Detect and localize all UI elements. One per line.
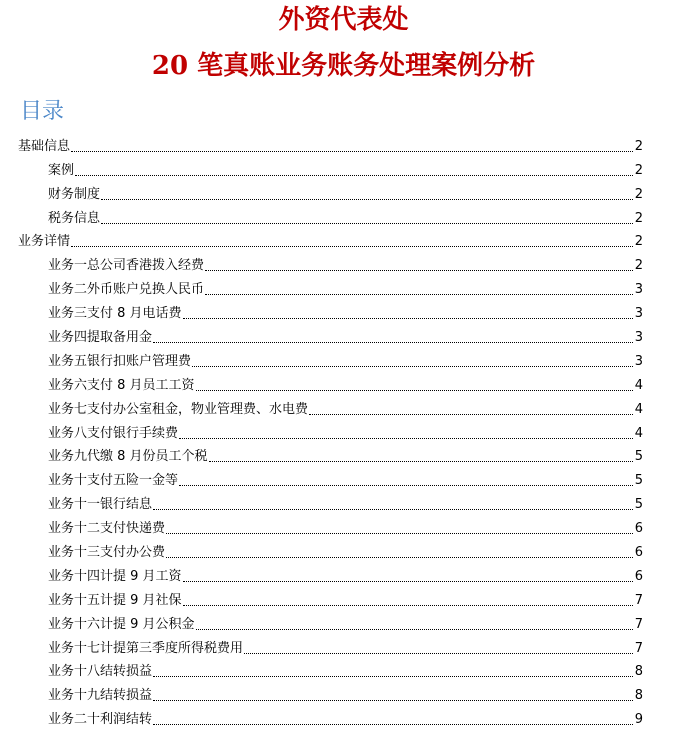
toc-dot-leader bbox=[309, 413, 633, 415]
toc-entry-page-number[interactable]: 9 bbox=[634, 712, 643, 728]
toc-entry[interactable] bbox=[18, 300, 643, 324]
toc-entry-page-number[interactable]: 2 bbox=[634, 162, 643, 178]
document-title: 外资代表处 bbox=[278, 5, 409, 35]
toc-entry-page-number[interactable]: 5 bbox=[634, 473, 643, 489]
toc-dot-leader bbox=[192, 365, 633, 367]
toc-dot-leader bbox=[153, 341, 633, 343]
toc-entry-title[interactable]: 业务十六计提 9 月公积金 bbox=[48, 616, 195, 632]
toc-dot-leader bbox=[183, 317, 633, 319]
toc-entry-page-number[interactable]: 7 bbox=[634, 616, 643, 632]
toc-entry-page-number[interactable]: 6 bbox=[634, 568, 643, 584]
toc-entry-page-number[interactable]: 8 bbox=[634, 664, 643, 680]
toc-entry[interactable] bbox=[18, 635, 643, 659]
toc-dot-leader bbox=[183, 580, 633, 582]
toc-entry[interactable] bbox=[18, 133, 643, 157]
toc-dot-leader bbox=[166, 532, 633, 534]
toc-entry[interactable] bbox=[18, 396, 643, 420]
toc-entry-title[interactable]: 业务一总公司香港拨入经费 bbox=[48, 258, 205, 274]
toc-entry-title[interactable]: 业务十三支付办公费 bbox=[48, 545, 166, 561]
toc-dot-leader bbox=[196, 389, 633, 391]
toc-entry-page-number[interactable]: 2 bbox=[634, 258, 643, 274]
toc-entry[interactable] bbox=[18, 539, 643, 563]
toc-entry-title[interactable]: 业务三支付 8 月电话费 bbox=[48, 306, 182, 322]
toc-entry-title[interactable]: 业务八支付银行手续费 bbox=[48, 425, 179, 441]
toc-entry-page-number[interactable]: 3 bbox=[634, 306, 643, 322]
toc-dot-leader bbox=[153, 508, 633, 510]
toc-entry[interactable] bbox=[18, 587, 643, 611]
toc-entry[interactable] bbox=[18, 659, 643, 683]
toc-entry-page-number[interactable]: 6 bbox=[634, 521, 643, 537]
toc-dot-leader bbox=[179, 437, 633, 439]
toc-entry[interactable] bbox=[18, 157, 643, 181]
toc-entry-title[interactable]: 业务十四计提 9 月工资 bbox=[48, 568, 182, 584]
toc-entry-page-number[interactable]: 2 bbox=[634, 186, 643, 202]
toc-entry-title[interactable]: 税务信息 bbox=[48, 210, 101, 226]
toc-dot-leader bbox=[75, 174, 633, 176]
toc-entry-title[interactable]: 业务十九结转损益 bbox=[48, 688, 153, 704]
toc-entry-title[interactable]: 业务十七计提第三季度所得税费用 bbox=[48, 640, 244, 656]
toc-entry[interactable] bbox=[18, 229, 643, 253]
toc-dot-leader bbox=[71, 245, 633, 247]
toc-entry-page-number[interactable]: 6 bbox=[634, 545, 643, 561]
toc-entry-title[interactable]: 基础信息 bbox=[18, 138, 71, 154]
toc-dot-leader bbox=[153, 723, 633, 725]
toc-heading: 目录 bbox=[20, 99, 65, 124]
toc-entry[interactable] bbox=[18, 611, 643, 635]
toc-entry-page-number[interactable]: 3 bbox=[634, 330, 643, 346]
toc-dot-leader bbox=[205, 269, 633, 271]
toc-entry[interactable] bbox=[18, 205, 643, 229]
toc-entry[interactable] bbox=[18, 252, 643, 276]
toc-entry[interactable] bbox=[18, 276, 643, 300]
toc-entry-page-number[interactable]: 3 bbox=[634, 282, 643, 298]
toc-entry-page-number[interactable]: 4 bbox=[634, 401, 643, 417]
toc-entry[interactable] bbox=[18, 515, 643, 539]
toc-entry-title[interactable]: 业务五银行扣账户管理费 bbox=[48, 353, 192, 369]
toc-entry[interactable] bbox=[18, 706, 643, 730]
table-of-contents bbox=[18, 133, 643, 730]
toc-dot-leader bbox=[101, 198, 633, 200]
toc-entry[interactable] bbox=[18, 324, 643, 348]
toc-entry[interactable] bbox=[18, 372, 643, 396]
toc-entry[interactable] bbox=[18, 348, 643, 372]
toc-entry[interactable] bbox=[18, 444, 643, 468]
toc-dot-leader bbox=[71, 150, 633, 152]
toc-dot-leader bbox=[101, 222, 633, 224]
toc-dot-leader bbox=[196, 628, 633, 630]
toc-entry-page-number[interactable]: 5 bbox=[634, 497, 643, 513]
toc-dot-leader bbox=[183, 604, 633, 606]
toc-entry-page-number[interactable]: 8 bbox=[634, 688, 643, 704]
toc-dot-leader bbox=[209, 460, 633, 462]
toc-entry[interactable] bbox=[18, 491, 643, 515]
toc-entry[interactable] bbox=[18, 682, 643, 706]
toc-dot-leader bbox=[205, 293, 633, 295]
toc-entry-page-number[interactable]: 5 bbox=[634, 449, 643, 465]
toc-entry-title[interactable]: 业务十支付五险一金等 bbox=[48, 473, 179, 489]
toc-entry-title[interactable]: 业务详情 bbox=[18, 234, 71, 250]
toc-entry[interactable] bbox=[18, 467, 643, 491]
toc-dot-leader bbox=[153, 699, 633, 701]
toc-entry-title[interactable]: 财务制度 bbox=[48, 186, 101, 202]
toc-entry-page-number[interactable]: 2 bbox=[634, 138, 643, 154]
toc-entry-title[interactable]: 业务二外币账户兑换人民币 bbox=[48, 282, 205, 298]
toc-entry-title[interactable]: 业务十八结转损益 bbox=[48, 664, 153, 680]
toc-entry-title[interactable]: 业务十一银行结息 bbox=[48, 497, 153, 513]
toc-dot-leader bbox=[244, 652, 633, 654]
toc-entry-page-number[interactable]: 2 bbox=[634, 234, 643, 250]
toc-entry-page-number[interactable]: 7 bbox=[634, 640, 643, 656]
toc-entry[interactable] bbox=[18, 420, 643, 444]
toc-dot-leader bbox=[179, 484, 633, 486]
toc-dot-leader bbox=[153, 675, 633, 677]
toc-entry-title[interactable]: 业务十五计提 9 月社保 bbox=[48, 592, 182, 608]
toc-entry-title[interactable]: 案例 bbox=[48, 162, 75, 178]
toc-entry-page-number[interactable]: 4 bbox=[634, 377, 643, 393]
toc-entry-page-number[interactable]: 7 bbox=[634, 592, 643, 608]
toc-entry-page-number[interactable]: 4 bbox=[634, 425, 643, 441]
toc-entry-title[interactable]: 业务六支付 8 月员工工资 bbox=[48, 377, 195, 393]
toc-entry-page-number[interactable]: 3 bbox=[634, 353, 643, 369]
toc-entry-page-number[interactable]: 2 bbox=[634, 210, 643, 226]
toc-entry-title[interactable]: 业务九代缴 8 月份员工个税 bbox=[48, 449, 208, 465]
toc-entry-title[interactable]: 业务十二支付快递费 bbox=[48, 521, 166, 537]
toc-dot-leader bbox=[166, 556, 633, 558]
toc-entry[interactable] bbox=[18, 181, 643, 205]
toc-entry-title[interactable]: 业务四提取备用金 bbox=[48, 330, 153, 346]
toc-entry[interactable] bbox=[18, 563, 643, 587]
toc-entry-title[interactable]: 业务二十利润结转 bbox=[48, 712, 153, 728]
toc-entry-title[interactable]: 业务七支付办公室租金，物业管理费、水电费 bbox=[48, 401, 309, 417]
document-subtitle: 20 笔真账业务账务处理案例分析 bbox=[151, 51, 536, 81]
